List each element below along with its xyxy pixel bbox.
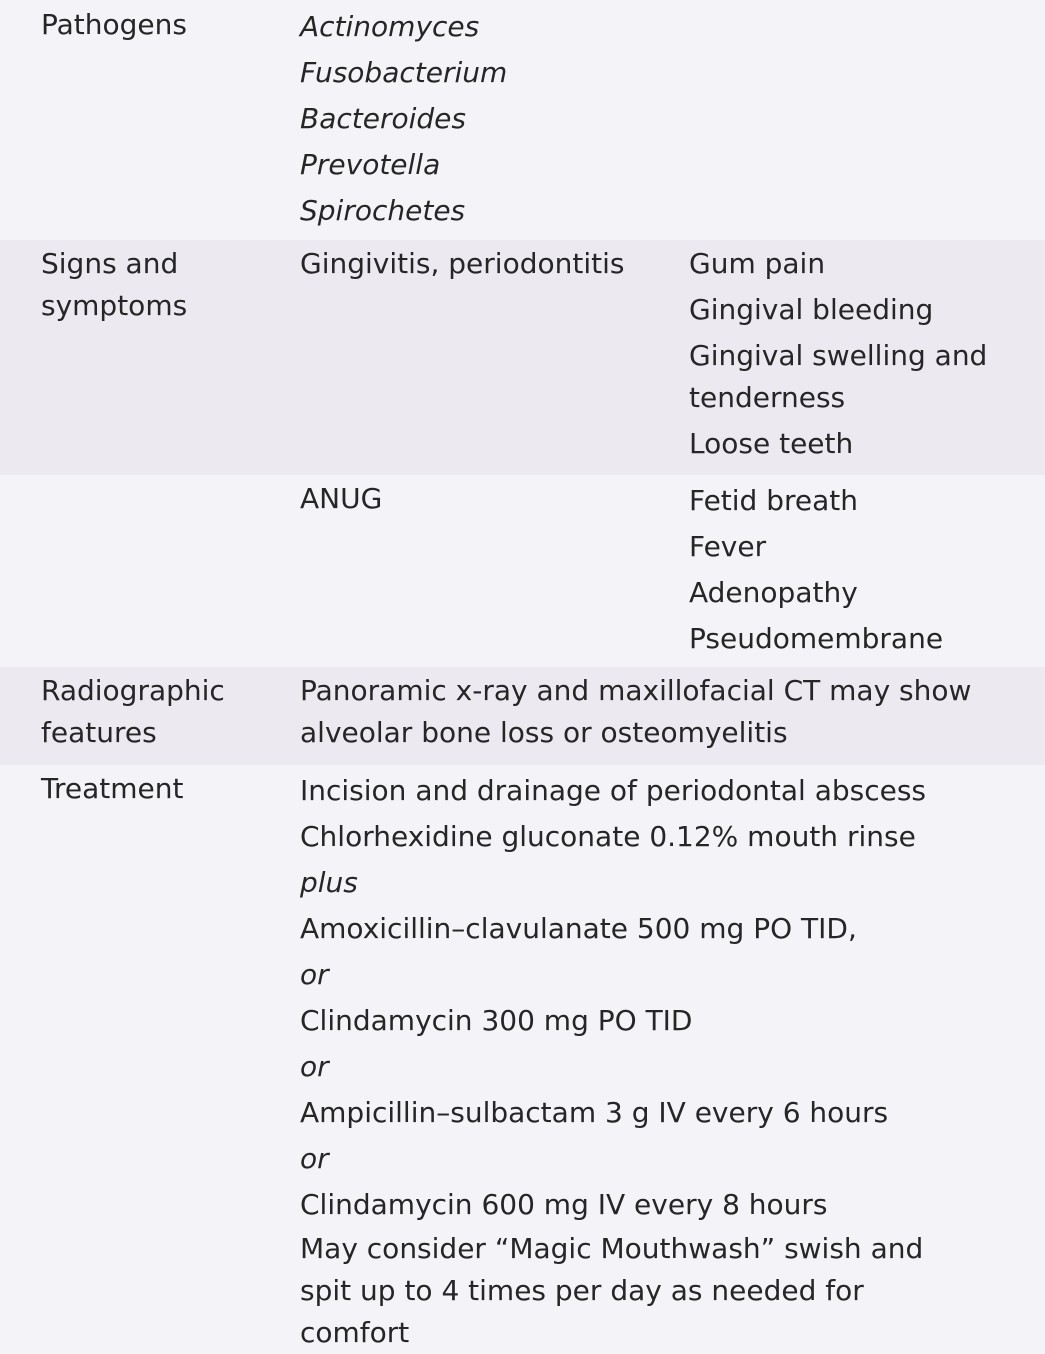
radiographic-text bbox=[300, 670, 980, 754]
pathogen-list bbox=[300, 4, 670, 234]
treatment-line: Clindamycin 300 mg PO TID bbox=[300, 1004, 693, 1037]
radiographic-label-text: Radiographic features bbox=[41, 674, 225, 749]
finding-item: Loose teeth bbox=[689, 427, 854, 460]
pathogen-item: Prevotella bbox=[300, 148, 441, 181]
finding-item: Fetid breath bbox=[689, 484, 859, 517]
condition-text: Gingivitis, periodontitis bbox=[300, 247, 625, 280]
findings-anug bbox=[689, 478, 1029, 662]
findings-gingivitis bbox=[689, 243, 1029, 465]
finding-item: Pseudomembrane bbox=[689, 622, 944, 655]
treatment-line: Ampicillin–sulbactam 3 g IV every 6 hours bbox=[300, 1096, 889, 1129]
treatment-list bbox=[300, 768, 1020, 1354]
treatment-line: Incision and drainage of periodontal abscess bbox=[300, 774, 927, 807]
label-signs bbox=[41, 243, 261, 327]
treatment-connector: or bbox=[300, 1142, 329, 1175]
treatment-connector: or bbox=[300, 1050, 329, 1083]
row-signs-anug bbox=[0, 475, 1045, 667]
row-signs-gingivitis bbox=[0, 240, 1045, 475]
finding-item: Gum pain bbox=[689, 247, 826, 280]
signs-label-text: Signs and symptoms bbox=[41, 247, 188, 322]
treatment-line: Clindamycin 600 mg IV every 8 hours bbox=[300, 1188, 828, 1221]
finding-item: Adenopathy bbox=[689, 576, 858, 609]
pathogen-item: Spirochetes bbox=[300, 194, 466, 227]
condition-gingivitis bbox=[300, 243, 670, 285]
treatment-connector: plus bbox=[300, 866, 358, 899]
condition-anug bbox=[300, 478, 670, 520]
label-treatment bbox=[41, 768, 281, 810]
pathogen-item: Actinomyces bbox=[300, 10, 480, 43]
finding-item: Fever bbox=[689, 530, 767, 563]
treatment-line: Amoxicillin–clavulanate 500 mg PO TID, bbox=[300, 912, 857, 945]
treatment-label-text: Treatment bbox=[41, 772, 184, 805]
treatment-line: Chlorhexidine gluconate 0.12% mouth rinse bbox=[300, 820, 916, 853]
treatment-connector: or bbox=[300, 958, 329, 991]
treatment-line: May consider “Magic Mouthwash” swish and spit up to 4 times per day as needed for comfort bbox=[300, 1232, 924, 1349]
row-radiographic bbox=[0, 667, 1045, 765]
radiographic-text-content: Panoramic x-ray and maxillofacial CT may show alveolar bone loss or osteomyelitis bbox=[300, 674, 972, 749]
label-pathogens bbox=[41, 4, 281, 46]
row-pathogens bbox=[0, 0, 1045, 240]
pathogen-item: Bacteroides bbox=[300, 102, 466, 135]
condition-text: ANUG bbox=[300, 482, 383, 515]
pathogens-label-text: Pathogens bbox=[41, 8, 187, 41]
finding-item: Gingival swelling and tenderness bbox=[689, 339, 988, 414]
finding-item: Gingival bleeding bbox=[689, 293, 934, 326]
pathogen-item: Fusobacterium bbox=[300, 56, 508, 89]
row-treatment bbox=[0, 765, 1045, 1349]
label-radiographic bbox=[41, 670, 261, 754]
